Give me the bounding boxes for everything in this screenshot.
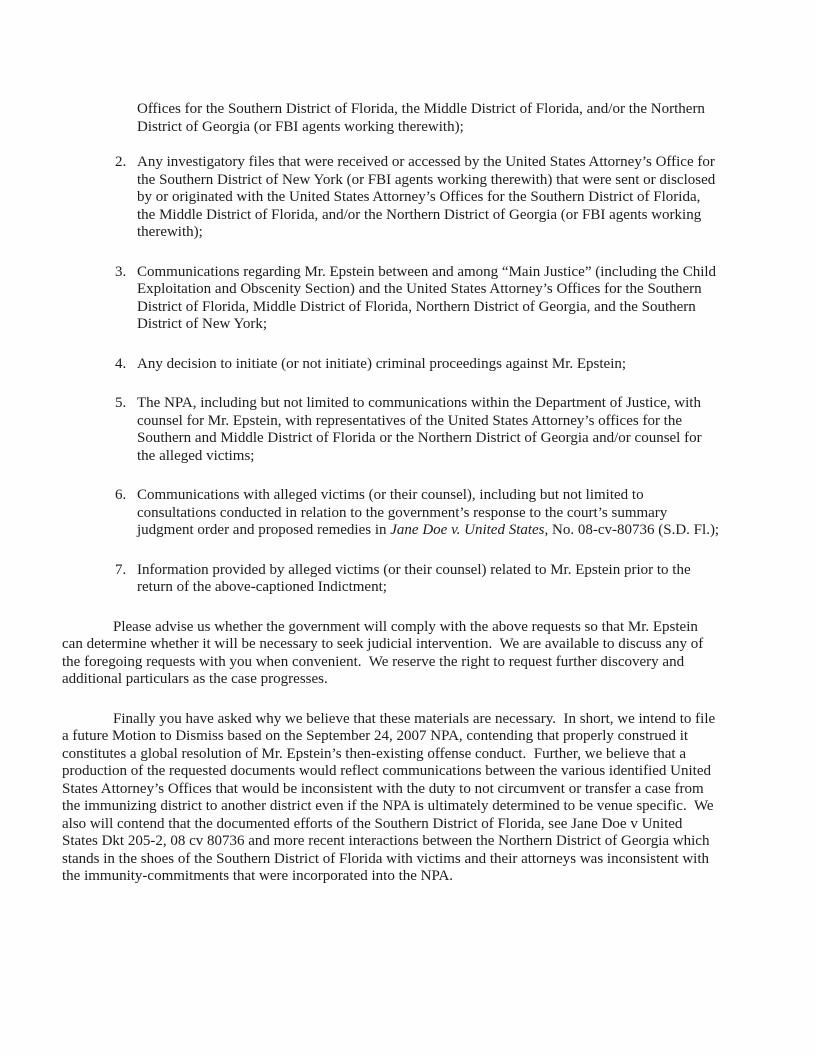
list-item <box>62 562 720 597</box>
list-item <box>62 395 720 465</box>
list-item-number: 7. <box>115 561 127 578</box>
list-item-1-continuation-text: Offices for the Southern District of Florida, the Middle District of Florida, and/or the Northern District of Georgia (or FBI agents working therewith); <box>137 101 705 135</box>
list-item-number: 4. <box>115 355 127 372</box>
text-segment: Information provided by alleged victims (or their counsel) related to Mr. Epstein prior to the return of the above-captioned Indictment; <box>137 561 691 595</box>
list-item-text <box>137 395 702 464</box>
list-item <box>62 487 720 540</box>
list-item <box>62 264 720 334</box>
list-item-text <box>137 154 715 240</box>
list-item-number: 2. <box>115 154 127 170</box>
text-segment: The NPA, including but not limited to communications within the Department of Justice, with counsel for Mr. Epstein, with representatives of the United States Attorney’s offices for the Southern and Middle District of Florida or the Northern District of Georgia and/or counsel for the alleged victims; <box>137 395 702 464</box>
list-item-text <box>137 264 716 333</box>
text-segment: Any decision to initiate (or not initiate) criminal proceedings against Mr. Epstein; <box>137 355 627 372</box>
list-item-number: 6. <box>115 487 127 503</box>
case-citation: Jane Doe v. United States, <box>390 522 549 538</box>
list-item <box>62 154 720 242</box>
letter-body <box>62 101 720 886</box>
list-item-text <box>137 356 626 372</box>
list-item-text <box>137 562 691 596</box>
request-list <box>62 154 720 597</box>
list-item <box>62 356 720 374</box>
text-segment: Communications regarding Mr. Epstein between and among “Main Justice” (including the Child Exploitation and Obscenity Section) and the United States Attorney’s Offices for the Southern District of Florida, Middle District of Florida, Northern District of Georgia, and the Southern District of New York; <box>137 263 717 332</box>
text-segment: Communications with alleged victims (or their counsel), including but not limited to consultations conducted in relation to the government’s response to the court’s summary judgment order and proposed remedies in <box>137 487 668 538</box>
list-item-number: 3. <box>115 263 127 280</box>
text-segment: Any investigatory files that were received or accessed by the United States Attorney’s Office for the Southern District of New York (or FBI agents working therewith) that were sent or disclosed by or originated with the United States Attorney’s Offices for the Southern District of Florida, the Middle District of Florida, and/or the Northern District of Georgia (or FBI agents working therewith); <box>137 154 716 240</box>
list-item-number: 5. <box>115 395 127 411</box>
closing-paragraphs <box>62 619 720 886</box>
paragraph: Finally you have asked why we believe that these materials are necessary. In short, we intend to file a future Motion to Dismiss based on the September 24, 2007 NPA, contending that properly construed it constitutes a global resolution of Mr. Epstein’s then-existing offense conduct. Further, we believe that a production of the requested documents would reflect communications between the various identified United States Attorney’s Offices that would be inconsistent with the duty to not circumvent or transfer a case from the immunizing district to another district even if the NPA is ultimately determined to be venue specific. We also will contend that the documented efforts of the Southern District of Florida, see Jane Doe v United States Dkt 205-2, 08 cv 80736 and more recent interactions between the Northern District of Georgia which stands in the shoes of the Southern District of Florida with victims and their attorneys was inconsistent with the immunity-commitments that were incorporated into the NPA. <box>62 710 719 884</box>
text-segment: No. 08-cv-80736 (S.D. Fl.); <box>548 522 720 538</box>
paragraph: Please advise us whether the government will comply with the above requests so that Mr. Epstein can determine whether it will be necessary to seek judicial intervention. We are available to discuss any of the foregoing requests with you when convenient. We reserve the right to request further discovery and additional particulars as the case progresses. <box>62 618 707 687</box>
list-item-text <box>137 487 719 538</box>
